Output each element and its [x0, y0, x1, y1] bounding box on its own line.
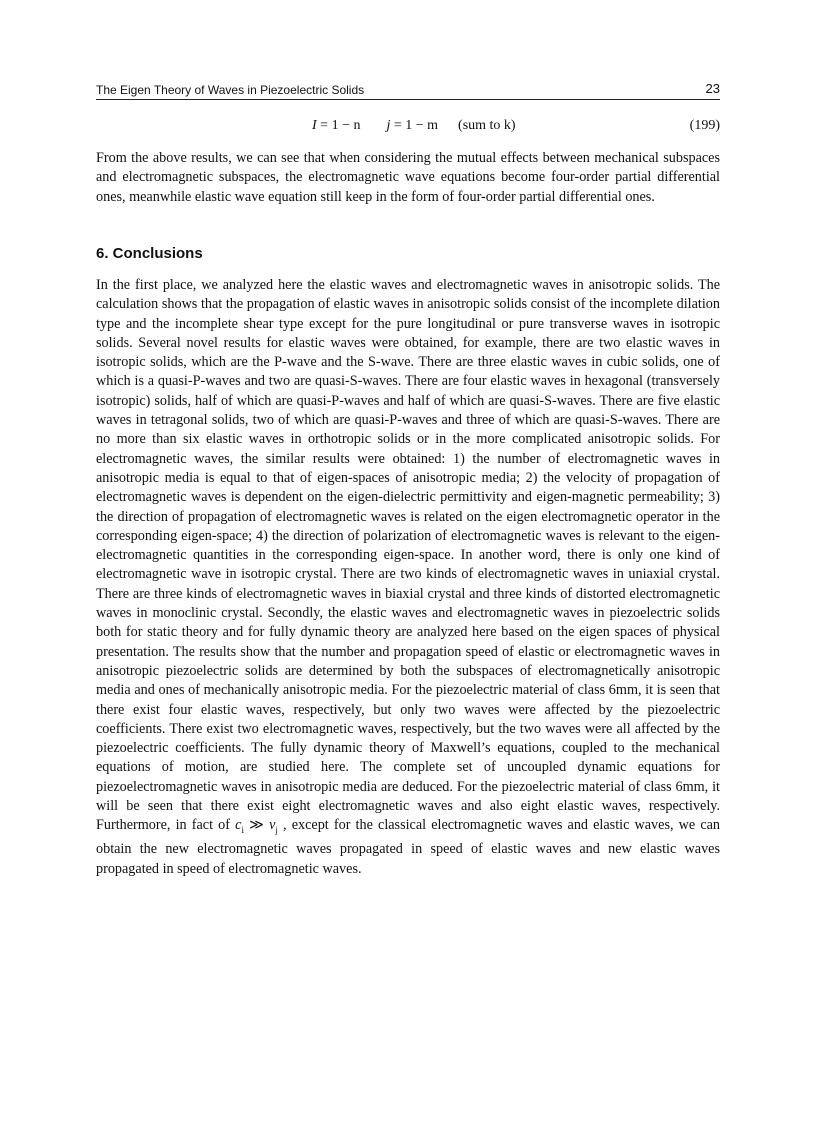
- math-rel: ≫: [243, 817, 270, 834]
- equation-lhs1: I: [312, 118, 317, 133]
- section-heading: 6. Conclusions: [96, 245, 203, 262]
- running-header: [96, 80, 720, 100]
- equation-199: [96, 118, 720, 138]
- equation-note: (sum to k): [458, 118, 516, 133]
- math-v-sub: j: [275, 825, 278, 836]
- equation-rhs2: = 1 − m: [393, 118, 439, 133]
- paragraph-conclusions: [96, 276, 720, 879]
- equation-number: (199): [689, 118, 720, 133]
- paragraph-results: From the above results, we can see that when considering the mutual effects between mechanical subspaces and electromagnetic subspaces, the electromagnetic wave equations become four-order partial differential ones, meanwhile elastic wave equation still keep in the form of four-order partial differential ones.: [96, 150, 720, 205]
- conclusions-text-after: , except for the classical electromagnetic waves and elastic waves, we can obtain the new electromagnetic waves propagated in speed of elastic waves and new elastic waves propagated in speed of electromagnetic waves.: [96, 817, 721, 877]
- equation-rhs1: = 1 − n: [320, 118, 361, 133]
- math-c: c: [235, 817, 242, 834]
- inline-math-inequality: [235, 817, 278, 836]
- conclusions-text-before: In the first place, we analyzed here the elastic waves and electromagnetic waves in anisotropic solids. The calculation shows that the propagation of elastic waves in anisotropic solids consist of the incomplete dilation type and the incomplete shear type except for the pure longitudinal or pure transverse waves in isotropic solids. Several novel results for elastic waves were obtained, for example, there are two elastic waves in isotropic solids, which are the P-wave and the S-wave. There are three elastic waves in cubic solids, one of which is a quasi-P-waves and two are quasi-S-waves. There are four elastic waves in hexagonal (transversely isotropic) solids, half of which are quasi-P-waves and half of which are quasi-S-waves. There are five elastic waves in tetragonal solids, two of which are quasi-P-waves and three of which are quasi-S-waves. There are no more than six elastic waves in orthotropic solids or in the more complicated anisotropic solids. For electromagnetic waves, the similar results were obtained: 1) the number of electromagnetic waves in anisotropic media is equal to that of eigen-spaces of anisotropic media; 2) the velocity of propagation of electromagnetic waves is dependent on the eigen-dielectric permittivity and eigen-magnetic permeability; 3) the direction of propagation of electromagnetic waves is related on the eigen electromagnetic operator in the corresponding eigen-space; 4) the direction of polarization of electromagnetic waves is relevant to the eigen-electromagnetic quantities in the corresponding eigen-space. In another word, there is only one kind of electromagnetic wave in isotropic crystal. There are two kinds of electromagnetic waves in uniaxial crystal. There are three kinds of electromagnetic waves in biaxial crystal and three kinds of distorted electromagnetic waves in monoclinic crystal. Secondly, the elastic waves and electromagnetic waves in piezoelectric solids both for static theory and for fully dynamic theory are analyzed here based on the eigen spaces of physical presentation. The results show that the number and propagation speed of elastic or electromagnetic waves in anisotropic piezoelectric solids are determined by both the subspaces of electromagnetically anisotropic media and ones of mechanically anisotropic media. For the piezoelectric material of class 6mm, it is seen that there exist four elastic waves, respectively, but only two waves were affected by the piezoelectric coefficients. There exist two electromagnetic waves, respectively, but the two waves were all affected by the piezoelectric coefficients. The fully dynamic theory of Maxwell’s equations, coupled to the mechanical equations of motion, are studied here. The complete set of uncoupled dynamic equations for piezoelectromagnetic waves in anisotropic media are deduced. For the piezoelectric material of class 6mm, it will be seen that there exist eight electromagnetic waves and also eight elastic waves, respectively. Furthermore, in fact of: [96, 277, 720, 834]
- math-v: v: [269, 817, 276, 834]
- equation-lhs2: j: [386, 118, 391, 133]
- page-number: 23: [705, 81, 720, 96]
- math-c-sub: i: [241, 825, 244, 836]
- equation-body: [312, 118, 516, 134]
- running-title: The Eigen Theory of Waves in Piezoelectric Solids: [96, 83, 365, 97]
